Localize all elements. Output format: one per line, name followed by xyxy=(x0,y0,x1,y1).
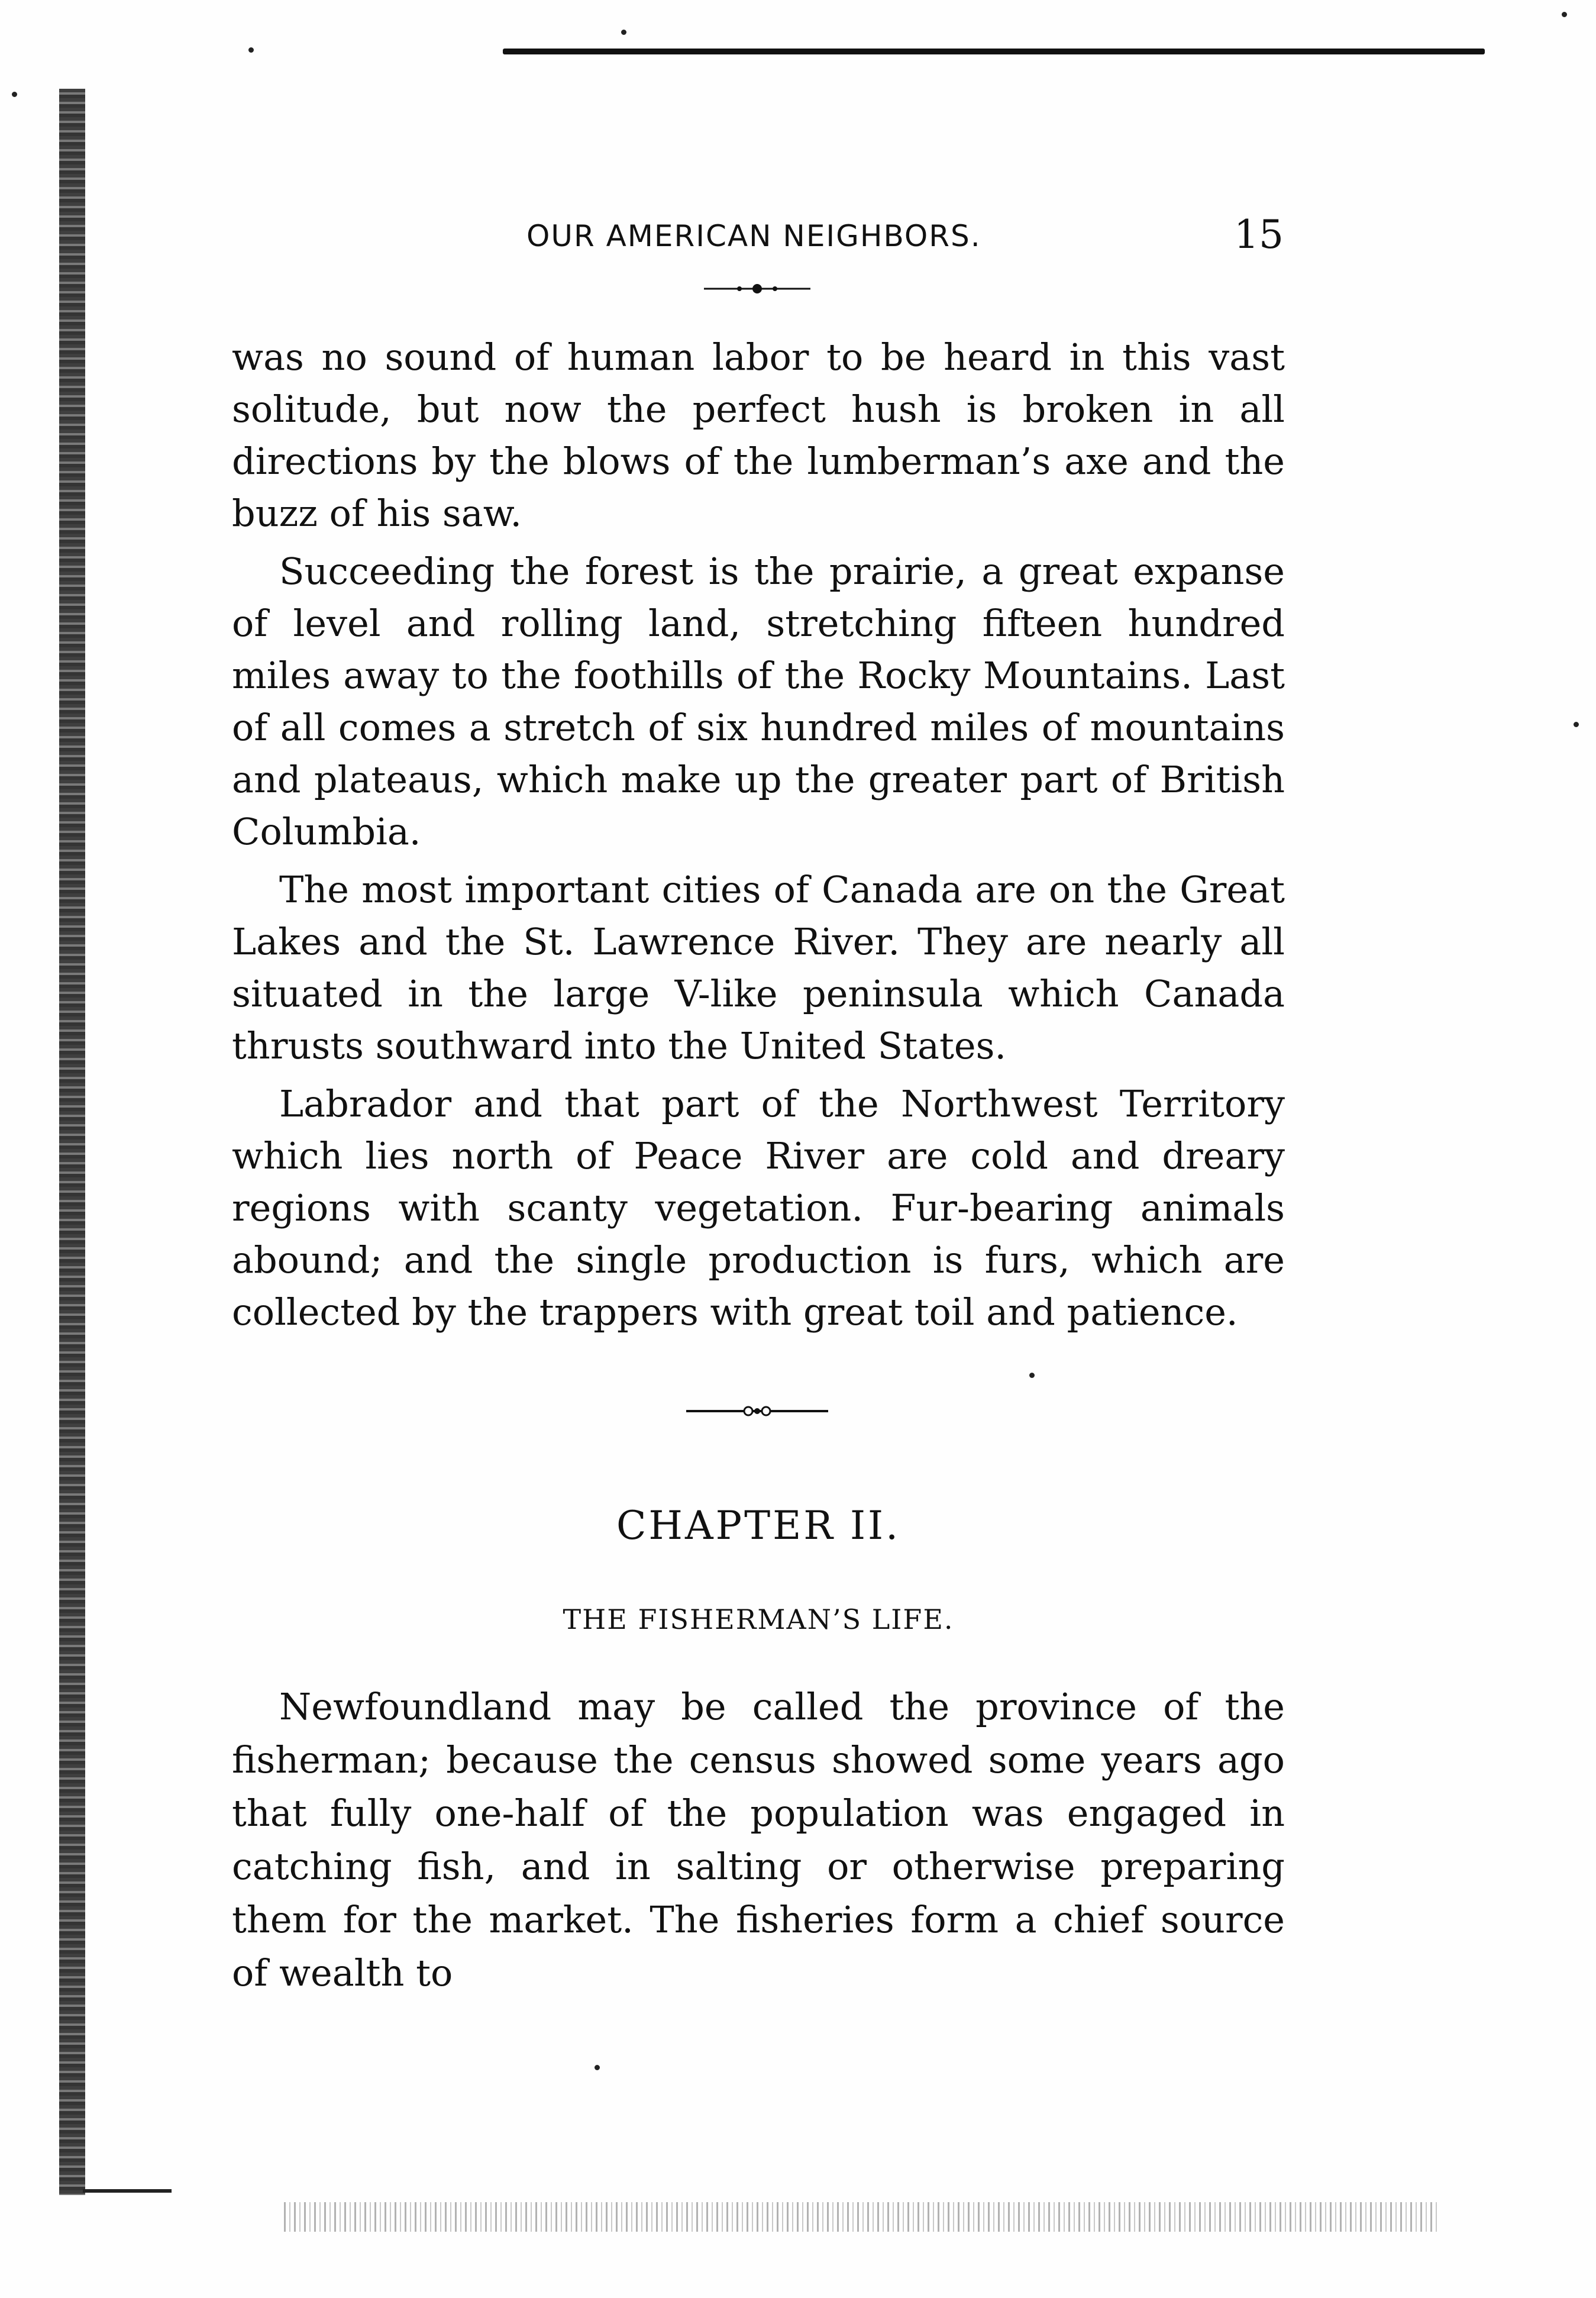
paragraph: was no sound of human labor to be heard in this vast solitude, but now the perfect hush is broken in all directions by the blows of the lumberman’s axe and the buzz of his saw. xyxy=(232,335,1285,535)
body-text xyxy=(232,331,1285,1344)
spine-edge-mark xyxy=(83,2189,172,2193)
speck xyxy=(1562,12,1567,17)
speck xyxy=(248,47,254,53)
chapter-subtitle: THE FISHERMAN’S LIFE. xyxy=(563,1603,954,1635)
running-head xyxy=(231,212,1284,265)
paragraph: Newfoundland may be called the province of the fisherman; because the census showed some years ago that fully one-half of the population was engaged in catching fish, and in salting or otherwise preparing them for the market. The fisheries form a chief source of wealth to xyxy=(232,1685,1285,1994)
paragraph: Succeeding the forest is the prairie, a great expanse of level and rolling land, stretching fifteen hundred miles away to the foothills of the Rocky Mountains. Last of all comes a stretch of six hundred miles of mountains and plateaus, which make up the greater part of British Columbia. xyxy=(232,550,1285,853)
bottom-scan-noise xyxy=(284,2202,1437,2232)
head-ornament-icon xyxy=(704,283,810,295)
chapter-text xyxy=(232,1680,1285,2000)
chapter-title: CHAPTER II. xyxy=(616,1503,901,1548)
speck xyxy=(1029,1373,1035,1378)
section-divider-ornament-icon xyxy=(686,1402,828,1420)
speck xyxy=(621,30,626,35)
speck xyxy=(595,2065,600,2070)
running-title: OUR AMERICAN NEIGHBORS. xyxy=(526,219,981,253)
top-rule xyxy=(503,49,1485,54)
speck xyxy=(12,92,17,97)
book-spine-shadow xyxy=(59,89,85,2195)
page-number: 15 xyxy=(1234,212,1284,257)
paragraph: Labrador and that part of the Northwest Territory which lies north of Peace River are cold and dreary regions with scanty vegetation. Fur-bearing animals abound; and the single production is furs, which are collected by the trappers with great toil and patience. xyxy=(232,1082,1285,1334)
speck xyxy=(1574,722,1579,727)
paragraph: The most important cities of Canada are on the Great Lakes and the St. Lawrence River. They are nearly all situated in the large V-like peninsula which Canada thrusts southward into the United States. xyxy=(232,868,1285,1067)
